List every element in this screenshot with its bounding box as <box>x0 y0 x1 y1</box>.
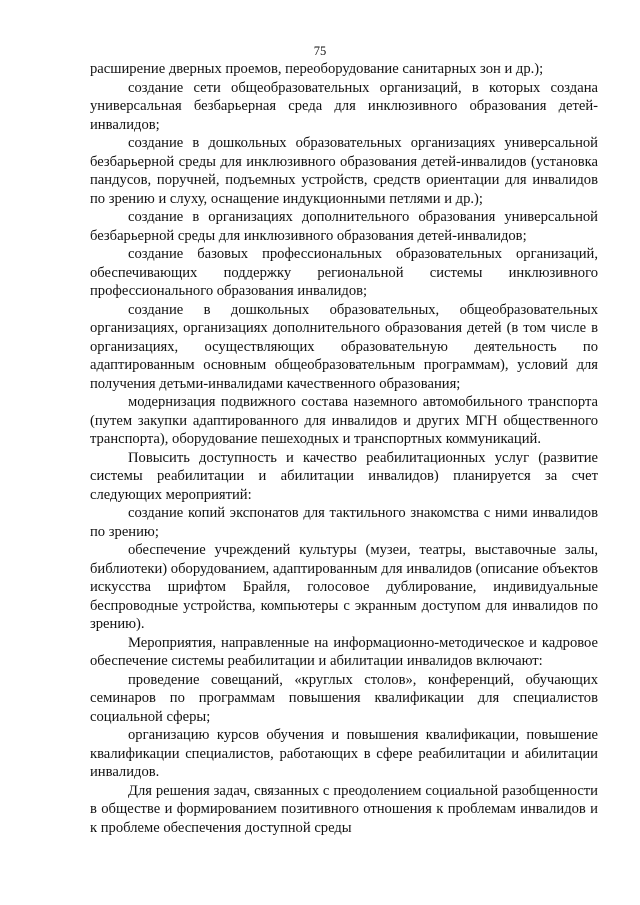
paragraph-general-education-network: создание сети общеобразовательных организаций, в которых создана универсальная безбарьерная среда для инклюзивного образования детей-инвалидов; <box>90 79 598 133</box>
paragraph-transport-modernization: модернизация подвижного состава наземного автомобильного транспорта (путем закупки адаптированного для инвалидов и других МГН общественного транспорта), оборудование пешеходных и транспортных коммуникаций. <box>90 394 598 447</box>
document-body <box>90 60 598 837</box>
paragraph-additional-education: создание в организациях дополнительного образования универсальной безбарьерной среды для инклюзивного образования детей-инвалидов; <box>90 209 598 244</box>
paragraph-training-courses: организацию курсов обучения и повышения квалификации, повышение квалификации специалистов, работающих в сфере реабилитации и абилитации инвалидов. <box>90 727 598 780</box>
paragraph-methodological-support: Мероприятия, направленные на информационно-методическое и кадровое обеспечение системы реабилитации и абилитации инвалидов включают: <box>90 634 598 669</box>
paragraph-social-tasks: Для решения задач, связанных с преодолением социальной разобщенности в обществе и формированием позитивного отношения к проблемам инвалидов и к проблеме обеспечения доступной среды <box>90 782 598 836</box>
paragraph-rehabilitation-services: Повысить доступность и качество реабилитационных услуг (развитие системы реабилитации и абилитации инвалидов) планируется за счет следующих мероприятий: <box>90 449 598 503</box>
paragraph-tactile-exhibits: создание копий экспонатов для тактильного знакомства с ними инвалидов по зрению; <box>90 505 598 540</box>
page-number: 75 <box>313 44 327 58</box>
paragraph-education-conditions: создание в дошкольных образовательных, общеобразовательных организациях, организациях дополнительного образования детей (в том числе в организациях, осуществляющих образовательную деятельность по адаптированным основным общеобразовательным программам), условий для получения детьми-инвалидами качественного образования; <box>90 301 598 392</box>
paragraph-professional-organizations: создание базовых профессиональных образовательных организаций, обеспечивающих поддержку региональной системы инклюзивного профессионального образования инвалидов; <box>90 246 598 299</box>
paragraph-seminars: проведение совещаний, «круглых столов», конференций, обучающих семинаров по программам повышения квалификации для специалистов социальной сферы; <box>90 671 598 725</box>
paragraph-continuation: расширение дверных проемов, переоборудование санитарных зон и др.); <box>90 61 544 77</box>
paragraph-culture-equipment: обеспечение учреждений культуры (музеи, театры, выставочные залы, библиотеки) оборудованием, адаптированным для инвалидов (описание объектов искусства шрифтом Брайля, голосовое дублирование, индивидуальные беспроводные устройства, компьютеры с экранным доступом для инвалидов по зрению). <box>90 542 598 632</box>
paragraph-preschool-environment: создание в дошкольных образовательных организациях универсальной безбарьерной среды для инклюзивного образования детей-инвалидов (установка пандусов, поручней, подъемных устройств, средств ориентации для инвалидов по зрению и слуху, оснащение индукционными петлями и др.); <box>90 135 598 207</box>
